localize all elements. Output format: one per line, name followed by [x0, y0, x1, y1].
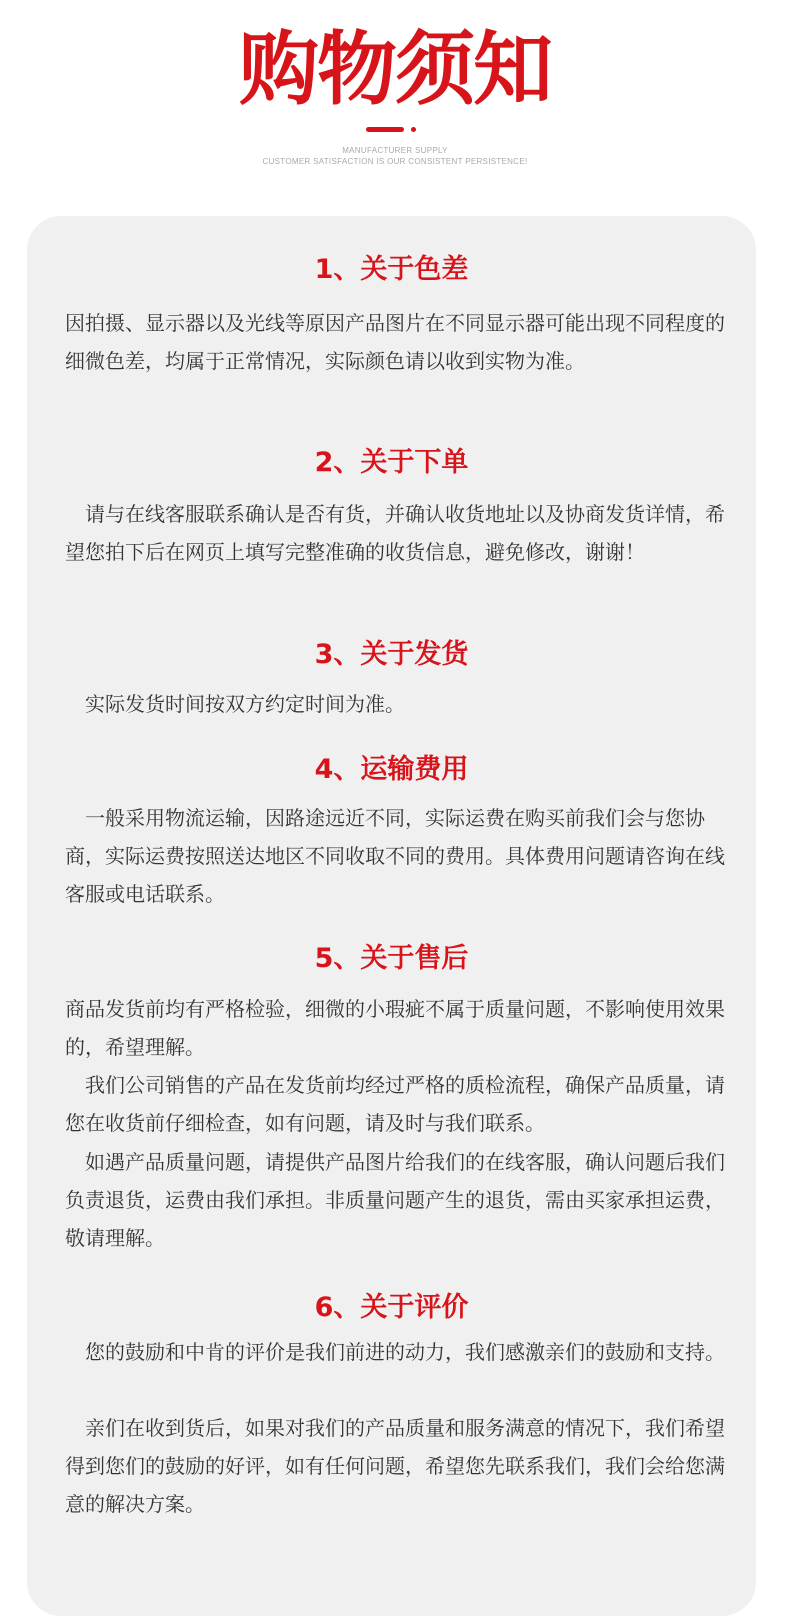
section-title-shipping: 3、关于发货 — [314, 639, 469, 670]
underline-bar — [366, 127, 404, 132]
section-title-after-sales: 5、关于售后 — [314, 943, 469, 974]
section-paragraph: 您的鼓励和中肯的评价是我们前进的动力，我们感激亲们的鼓励和支持。 — [85, 1340, 725, 1364]
underline-dot — [411, 127, 416, 132]
notice-panel — [27, 216, 756, 1616]
section-paragraph: 亲们在收到货后，如果对我们的产品质量和服务满意的情况下，我们希望得到您们的鼓励的好评，如有任何问题，希望您先联系我们，我们会给您满意的解决方案。 — [65, 1416, 725, 1516]
section-title-reviews: 6、关于评价 — [314, 1292, 469, 1323]
section-paragraph: 我们公司销售的产品在发货前均经过严格的质检流程，确保产品质量，请您在收货前仔细检查，如有问题，请及时与我们联系。 — [65, 1073, 725, 1135]
section-paragraph: 一般采用物流运输，因路途远近不同，实际运费在购买前我们会与您协商，实际运费按照送达地区不同收取不同的费用。具体费用问题请咨询在线客服或电话联系。 — [65, 806, 725, 906]
section-paragraph: 因拍摄、显示器以及光线等原因产品图片在不同显示器可能出现不同程度的细微色差，均属于正常情况，实际颜色请以收到实物为准。 — [65, 311, 725, 373]
section-title-color-difference: 1、关于色差 — [314, 254, 469, 285]
title-underline-decoration — [366, 127, 426, 133]
page-title: 购物须知 — [239, 23, 551, 116]
section-paragraph: 请与在线客服联系确认是否有货，并确认收货地址以及协商发货详情，希望您拍下后在网页上填写完整准确的收货信息，避免修改，谢谢！ — [65, 502, 725, 564]
page-header — [0, 0, 790, 200]
subtitle-line-2: CUSTOMER SATISFACTION IS OUR CONSISTENT PERSISTENCE! — [262, 157, 528, 166]
section-paragraph: 实际发货时间按双方约定时间为准。 — [85, 692, 405, 716]
section-paragraph: 商品发货前均有严格检验，细微的小瑕疵不属于质量问题，不影响使用效果的，希望理解。 — [65, 997, 725, 1059]
subtitle-line-1: MANUFACTURER SUPPLY — [342, 146, 448, 155]
section-paragraph: 如遇产品质量问题，请提供产品图片给我们的在线客服，确认问题后我们负责退货，运费由我们承担。非质量问题产生的退货，需由买家承担运费，敬请理解。 — [65, 1150, 725, 1250]
section-title-ordering: 2、关于下单 — [314, 447, 469, 478]
section-title-freight: 4、运输费用 — [314, 754, 469, 785]
